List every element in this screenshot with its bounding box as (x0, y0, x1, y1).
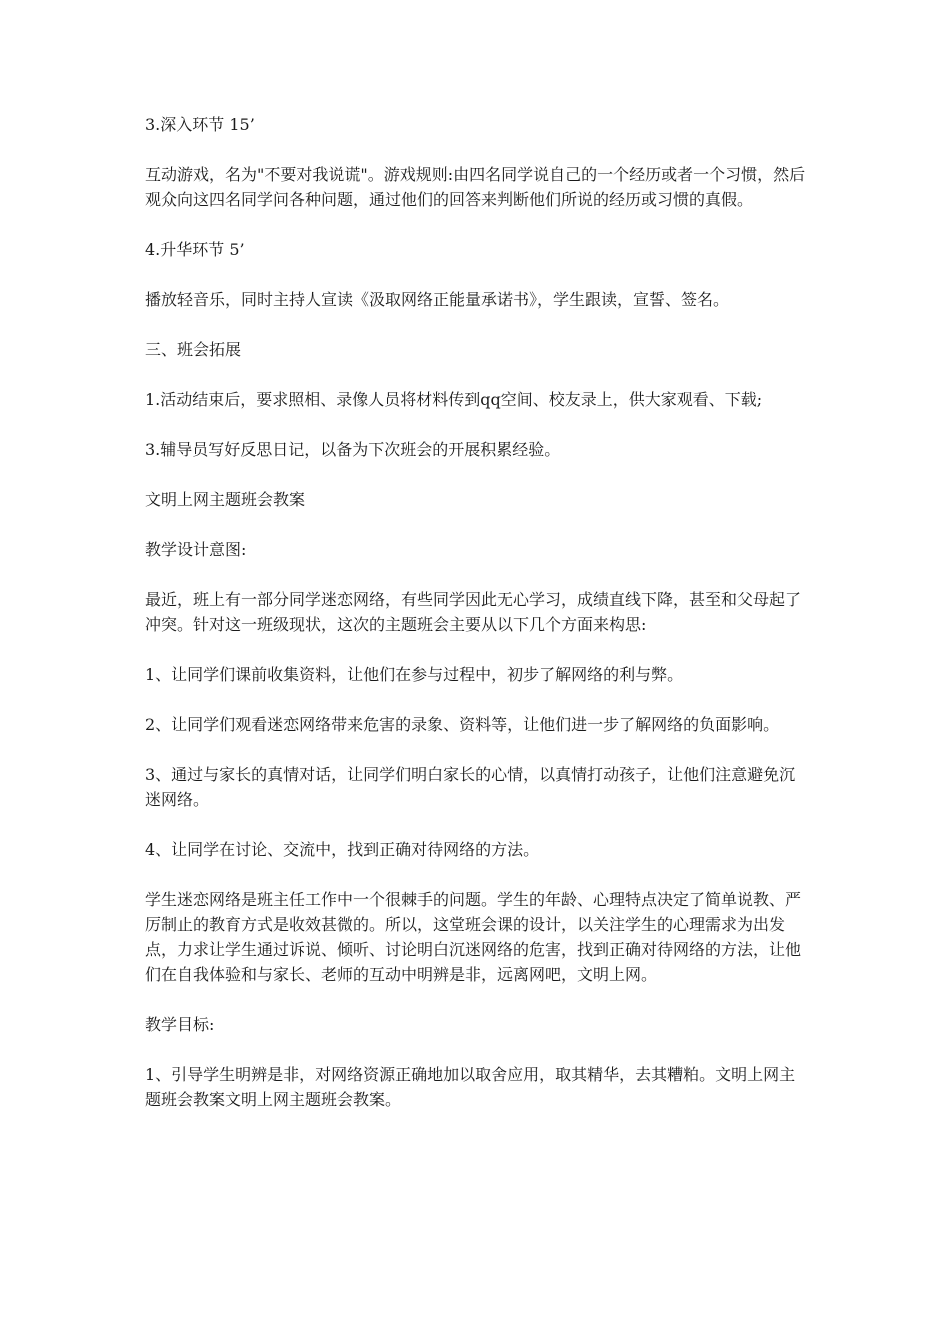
step-4-heading: 4.升华环节 5’ (145, 240, 245, 259)
intent-item-3: 3、通过与家长的真情对话，让同学们明白家长的心情，以真情打动孩子，让他们注意避免沉迷网络。 (145, 765, 796, 809)
intent-item-4: 4、让同学在讨论、交流中，找到正确对待网络的方法。 (145, 840, 540, 859)
document-title: 文明上网主题班会教案 (145, 490, 306, 509)
rationale-paragraph: 学生迷恋网络是班主任工作中一个很棘手的问题。学生的年龄、心理特点决定了简单说教、严厉制止的教育方式是收效甚微的。所以，这堂班会课的设计，以关注学生的心理需求为出发点，力求让学生通过诉说、倾听、讨论明白沉迷网络的危害，找到正确对待网络的方法，让他们在自我体验和与家长、老师的互动中明辨是非，远离网吧，文明上网。 (145, 890, 802, 984)
music-pledge-paragraph: 播放轻音乐，同时主持人宣读《汲取网络正能量承诺书》，学生跟读，宣誓、签名。 (145, 290, 730, 309)
design-intent-paragraph: 最近，班上有一部分同学迷恋网络，有些同学因此无心学习，成绩直线下降，甚至和父母起了冲突。针对这一班级现状，这次的主题班会主要从以下几个方面来构思: (145, 590, 802, 634)
document-page (145, 112, 810, 1137)
section-extension-heading: 三、班会拓展 (145, 340, 242, 359)
game-description: 互动游戏，名为"不要对我说谎"。游戏规则:由四名同学说自己的一个经历或者一个习惯，然后观众向这四名同学问各种问题，通过他们的回答来判断他们所说的经历或习惯的真假。 (145, 165, 806, 209)
objectives-heading: 教学目标: (145, 1015, 215, 1034)
design-intent-heading: 教学设计意图: (145, 540, 247, 559)
intent-item-2: 2、让同学们观看迷恋网络带来危害的录象、资料等，让他们进一步了解网络的负面影响。 (145, 715, 780, 734)
step-3-heading: 3.深入环节 15’ (145, 115, 255, 134)
objective-item-1: 1、引导学生明辨是非，对网络资源正确地加以取舍应用，取其精华，去其糟粕。文明上网主题班会教案文明上网主题班会教案。 (145, 1065, 796, 1109)
extension-item-1: 1.活动结束后，要求照相、录像人员将材料传到qq空间、校友录上，供大家观看、下载; (145, 390, 763, 409)
extension-item-3: 3.辅导员写好反思日记，以备为下次班会的开展积累经验。 (145, 440, 561, 459)
intent-item-1: 1、让同学们课前收集资料，让他们在参与过程中，初步了解网络的利与弊。 (145, 665, 684, 684)
